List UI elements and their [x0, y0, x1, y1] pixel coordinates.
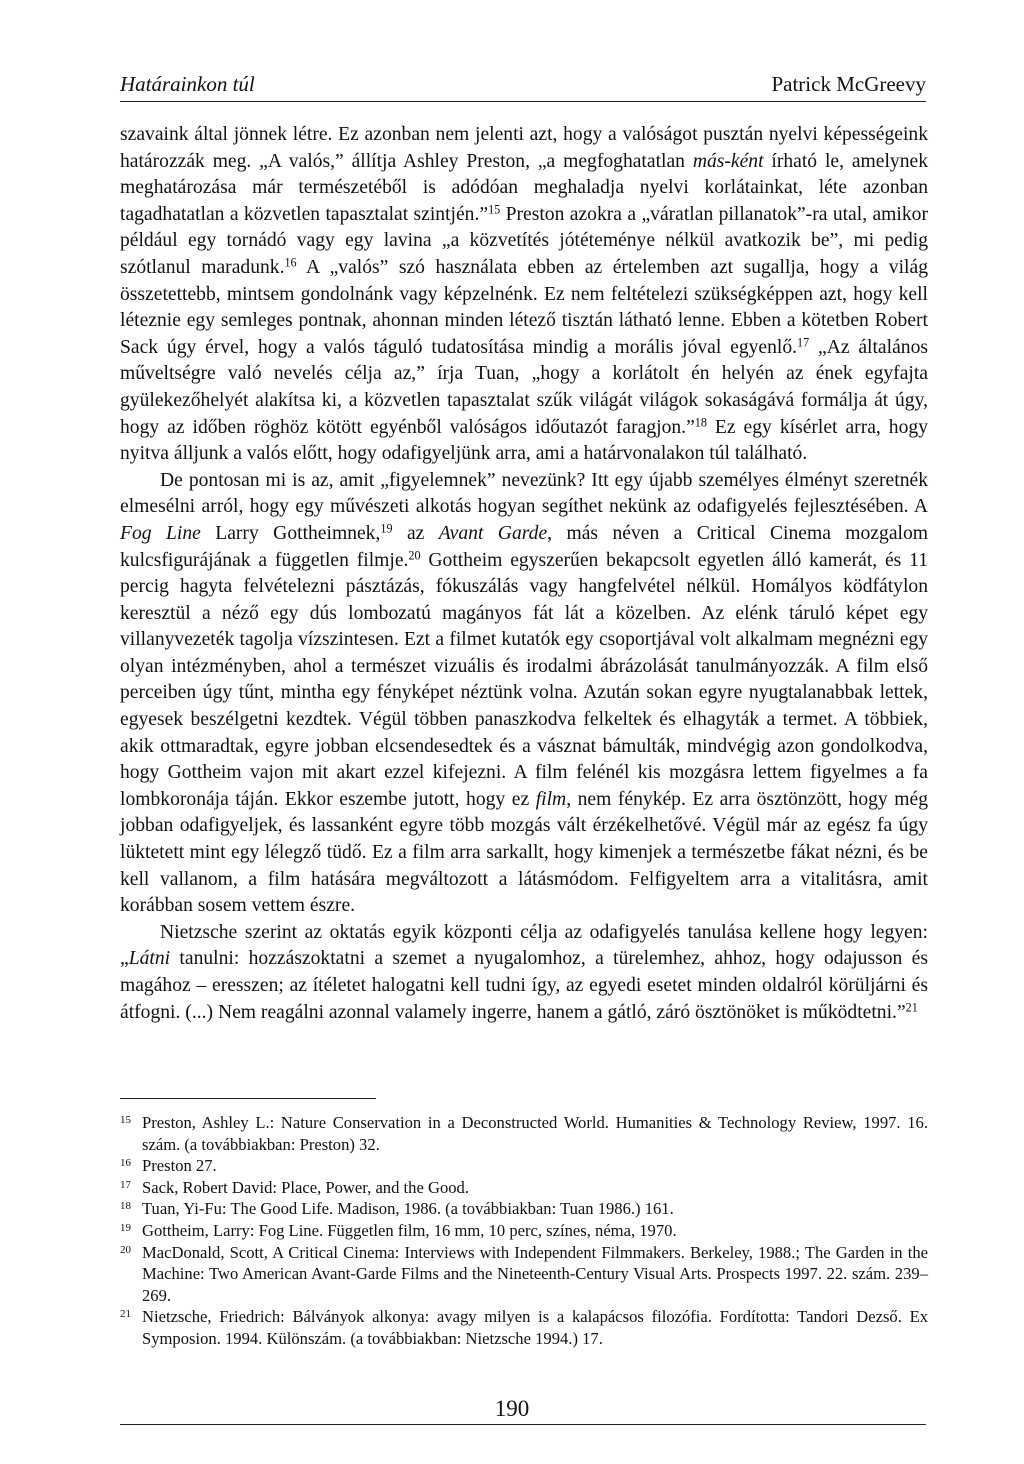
- text-run: , más néven a Critical Cinema mozgalom kulcsfigurájának a független filmje.: [120, 522, 929, 571]
- footnote-ref: 19: [380, 521, 393, 536]
- italic-text: film: [535, 788, 567, 810]
- text-run: Nietzsche szerint az oktatás egyik központi célja az odafigyelés tanulása kellene hogy legyen: „: [120, 921, 928, 970]
- paragraph-3: [120, 920, 928, 1026]
- footnote: [120, 1198, 928, 1220]
- footnote-ref: 18: [694, 414, 707, 429]
- paragraph-2: [120, 468, 928, 920]
- footnote-text: Nietzsche, Friedrich: Bálványok alkonya: avagy milyen is a kalapácsos filozófia. Fordította: Tandori Dezső. Ex Symposion. 1994. Különszám. (a továbbiakban: Nietzsche 1994.) 17.: [142, 1307, 928, 1348]
- footnote: [120, 1112, 928, 1155]
- footnote-number: 20: [120, 1243, 131, 1256]
- text-run: tanulni: hozzászoktatni a szemet a nyugalomhoz, a türelemhez, ahhoz, hogy odajusson és magához – eresszen; az ítéletet halogatni kell tudni így, az egyedi esetet minden oldalról körüljárni és átfogni. (...) Nem reagálni azonnal valamely ingerre, hanem a gátló, záró ösztönöket is működtetni.”: [120, 948, 928, 1023]
- footnote-text: Gottheim, Larry: Fog Line. Független film, 16 mm, 10 perc, színes, néma, 1970.: [142, 1220, 677, 1240]
- footnote-rule: [120, 1098, 376, 1099]
- footnote-ref: 20: [408, 547, 421, 562]
- footnote-ref: 21: [905, 999, 918, 1014]
- footnote-text: Preston, Ashley L.: Nature Conservation in a Deconstructed World. Humanities & Technology Review, 1997. 16. szám. (a továbbiakban: Preston) 32.: [142, 1113, 928, 1154]
- footnote: [120, 1242, 928, 1307]
- footnote: [120, 1220, 928, 1242]
- text-run: az: [392, 522, 439, 544]
- footnotes: [120, 1112, 928, 1350]
- italic-text: más-ként: [692, 150, 764, 172]
- footnote-ref: 16: [284, 255, 297, 270]
- header-author: Patrick McGreevy: [771, 72, 926, 96]
- text-run: Ez egy kísérlet arra, hogy nyitva álljunk a valós előtt, hogy odafigyeljünk arra, ami a határvonalakon túl található.: [120, 416, 928, 465]
- footnote-number: 19: [120, 1221, 131, 1234]
- header-rule: [120, 101, 926, 102]
- footer-rule: [120, 1424, 926, 1425]
- text-run: Gottheim egyszerűen bekapcsolt egyetlen álló kamerát, és 11 percig hagyta felvételezni pásztázás, fókuszálás vagy hangfelvétel nélkül. Homályos ködfátylon keresztül a néző egy dús lombozatú magányos fát lát a közelben. Az elénk táruló képet egy villanyvezeték tagolja vízszintesen. Ezt a filmet kutatók egy csoportjával volt alkalmam megnézni egy olyan intézményben, ahol a természet vizuális és irodalmi ábrázolását tanulmányozzák. A film első perceiben úgy tűnt, mintha egy fényképet néztünk volna. Azután sokan egyre nyugtalanabbak lettek, egyesek beszélgetni kezdtek. Végül többen panaszkodva felkeltek és elhagyták a termet. A többiek, akik ottmaradtak, egyre jobban elcsendesedtek és a vásznat bámulták, mindvégig azon gondolkodva, hogy Gottheim vajon mit akart ezzel kifejezni. A film felénél kis mozgásra lettem figyelmes a fa lombkoronája táján. Ekkor eszembe jutott, hogy ez: [120, 549, 928, 810]
- footnote-text: Sack, Robert David: Place, Power, and the Good.: [142, 1177, 469, 1197]
- footnote: [120, 1306, 928, 1349]
- paragraph-1: [120, 122, 928, 468]
- text-run: Larry Gottheimnek,: [200, 522, 381, 544]
- footnote-text: MacDonald, Scott, A Critical Cinema: Interviews with Independent Filmmakers. Berkeley, 1988.; The Garden in the Machine: Two American Avant-Garde Films and the Nineteenth-Century Visual Arts. Prospects 1997. 22. szám. 239–269.: [142, 1242, 928, 1305]
- footnote-ref: 15: [488, 202, 501, 217]
- text-run: De pontosan mi is az, amit „figyelemnek” nevezünk? Itt egy újabb személyes élményt szeretnék elmesélni arról, hogy egy művészeti alkotás hogyan segíthet nekünk az odafigyelés fejlesztésében. A: [120, 469, 928, 518]
- footnote: [120, 1155, 928, 1177]
- footnote: [120, 1177, 928, 1199]
- italic-text: Látni: [128, 948, 171, 970]
- text-run: , nem fénykép. Ez arra ösztönzött, hogy még jobban odafigyeljek, és lassanként egyre több mozgás vált érzékelhetővé. Végül már az egész fa úgy lüktetett mint egy lélegző tüdő. Ez a film arra sarkallt, hogy kimenjek a természetbe fákat nézni, és be kell vallanom, a film hatására megváltozott a látásmódom. Felfigyeltem arra a vitalitásra, amit korábban sosem vettem észre.: [120, 788, 928, 917]
- footnote-number: 16: [120, 1157, 131, 1170]
- text-run: „Az általános műveltségre való nevelés célja az,” írja Tuan, „hogy a korlátolt én helyén az ének egyfajta gyülekezőhelyét alakítsa ki, a közvetlen tapasztalat szűk világát világok sokaságává formálja át úgy, hogy az időben röghöz kötött egyénből valóságos időutazót faragjon.”: [120, 336, 928, 438]
- text-run: írható le, amelynek meghatározása már természetéből is adódóan meghaladja nyelvi korlátainkat, léte azonban tagadhatatlan a közvetlen tapasztalat szintjén.”: [120, 150, 928, 225]
- footnote-ref: 17: [797, 335, 810, 350]
- italic-text: Avant Garde: [438, 522, 548, 544]
- text-run: Preston azokra a „váratlan pillanatok”-ra utal, amikor például egy tornádó vagy egy lavina „a közvetítés jótéteménye nélkül avatkozik be”, mi pedig szótlanul maradunk.: [120, 203, 928, 278]
- footnote-text: Preston 27.: [142, 1156, 217, 1176]
- header-book-title: Határainkon túl: [120, 72, 255, 96]
- footnote-number: 17: [120, 1178, 131, 1191]
- footnote-text: Tuan, Yi-Fu: The Good Life. Madison, 1986. (a továbbiakban: Tuan 1986.) 161.: [142, 1199, 674, 1219]
- text-run: A „valós” szó használata ebben az értelemben azt sugallja, hogy a világ összetettebb, mintsem gondolnánk vagy képzelnénk. Ez nem feltételezi szükségképpen azt, hogy kell léteznie egy semleges pontnak, ahonnan minden létező tisztán látható lenne. Ebben a kötetben Robert Sack úgy érvel, hogy a valós táguló tudatosítása mindig a morális jóval egyenlő.: [120, 256, 928, 358]
- page-number: 190: [494, 1396, 530, 1421]
- footnote-number: 18: [120, 1200, 131, 1213]
- italic-text: Fog Line: [120, 522, 201, 544]
- footnote-number: 15: [120, 1114, 131, 1126]
- body-text: [120, 122, 928, 1026]
- footnote-number: 21: [120, 1308, 131, 1321]
- text-run: szavaink által jönnek létre. Ez azonban nem jelenti azt, hogy a valóságot pusztán nyelvi képességeink határozzák meg. „A valós,” állítja Ashley Preston, „a megfoghatatlan: [120, 124, 928, 172]
- running-header: [120, 72, 926, 97]
